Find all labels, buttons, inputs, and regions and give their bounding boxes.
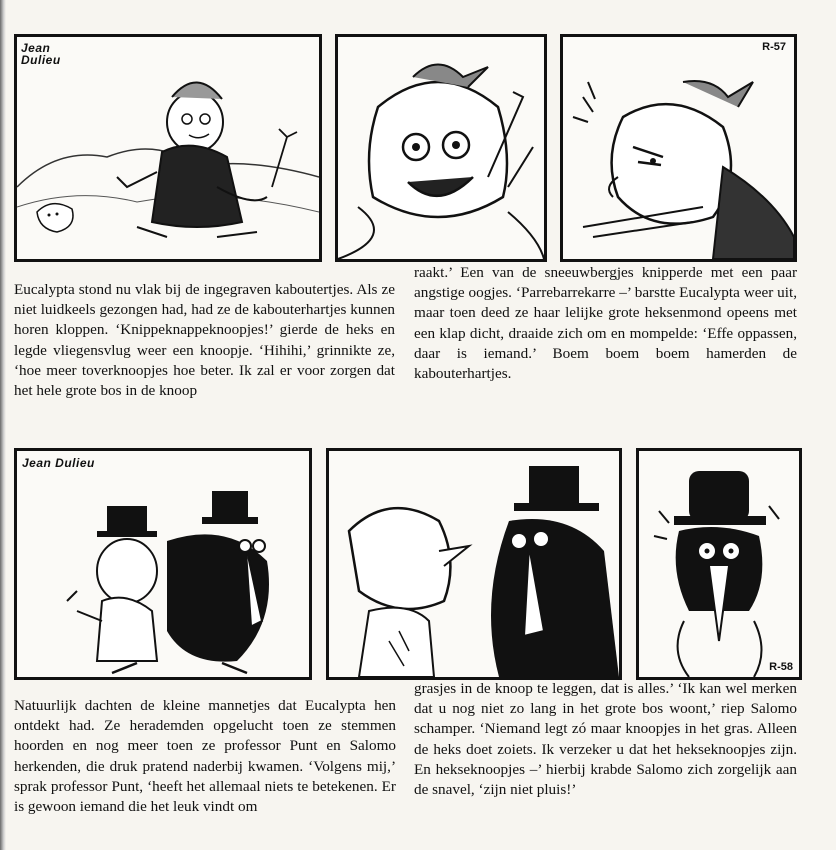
story-text-2-right: grasjes in de knoop te leggen, dat is alles.’ ‘Ik kan wel merken dat u nog niet zo lang in het grote bos woont,’ riep Salomo schamper. ‘Niemand legt zó maar knoopjes in het gras. Alleen de heks doet zoiets. Ik verzeker u dat het hekseknoopjes zijn. En hekseknoopjes –’ hierbij krabde Salomo zich zorgelijk aan de snavel, ‘zijn niet pluis!’	[414, 680, 797, 799]
strip-number-label: R-58	[769, 661, 793, 673]
story-text-1-left: Eucalypta stond nu vlak bij de ingegraven kaboutertjes. Als ze niet luidkeels gezongen had, had ze de kabouterhartjes kunnen horen kloppen. ‘Knippeknappeknoopjes!’ gierde de heks en legde vliegensvlug weer een knoopje. ‘Hihihi,’ grinnikte ze, ‘hoe meer toverknoopjes hoe beter. Ik zal er voor zorgen dat het hele grote bos in de knoop	[14, 281, 395, 400]
comic-panel-2-2	[326, 448, 622, 680]
witch-closeup-grinning-drawing	[338, 37, 544, 259]
comic-panel-1-2	[335, 34, 547, 262]
professor-and-crow-talking-drawing	[329, 451, 619, 677]
comic-panel-2-1	[14, 448, 312, 680]
strip-number-label: R-57	[762, 41, 786, 53]
artist-signature: Jean Dulieu	[22, 456, 95, 470]
comic-panel-1-1	[14, 34, 322, 262]
comic-panel-1-3	[560, 34, 797, 262]
witch-in-snow-drawing	[17, 37, 319, 259]
comic-panel-2-3	[636, 448, 802, 680]
professor-and-crow-walking-drawing	[17, 451, 309, 677]
artist-signature: Jean Dulieu	[21, 41, 61, 67]
crow-surprised-drawing	[639, 451, 799, 677]
page-binding-edge	[0, 0, 6, 850]
story-text-2-left: Natuurlijk dachten de kleine mannetjes dat Eucalypta hen ontdekt had. Ze herademden opgelucht toen ze stemmen hoorden en nog meer toen ze professor Punt en Salomo herkenden, die druk pratend naderbij kwamen. ‘Volgens mij,’ sprak professor Punt, ‘heeft het allemaal niets te betekenen. Er is gewoon iemand die het leuk vindt om	[14, 697, 396, 816]
story-text-1-right: raakt.’ Een van de sneeuwbergjes knipperde met een paar angstige oogjes. ‘Parrebarrekarre –’ barstte Eucalypta weer uit, maar toen deed ze haar lelijke grote heksenmond opeens met een klap dicht, draaide zich om en mompelde: ‘Effe oppassen, daar is iemand.’ Boem boem boem hamerden de kabouterhartjes.	[414, 264, 797, 383]
witch-angry-profile-drawing	[563, 37, 794, 259]
